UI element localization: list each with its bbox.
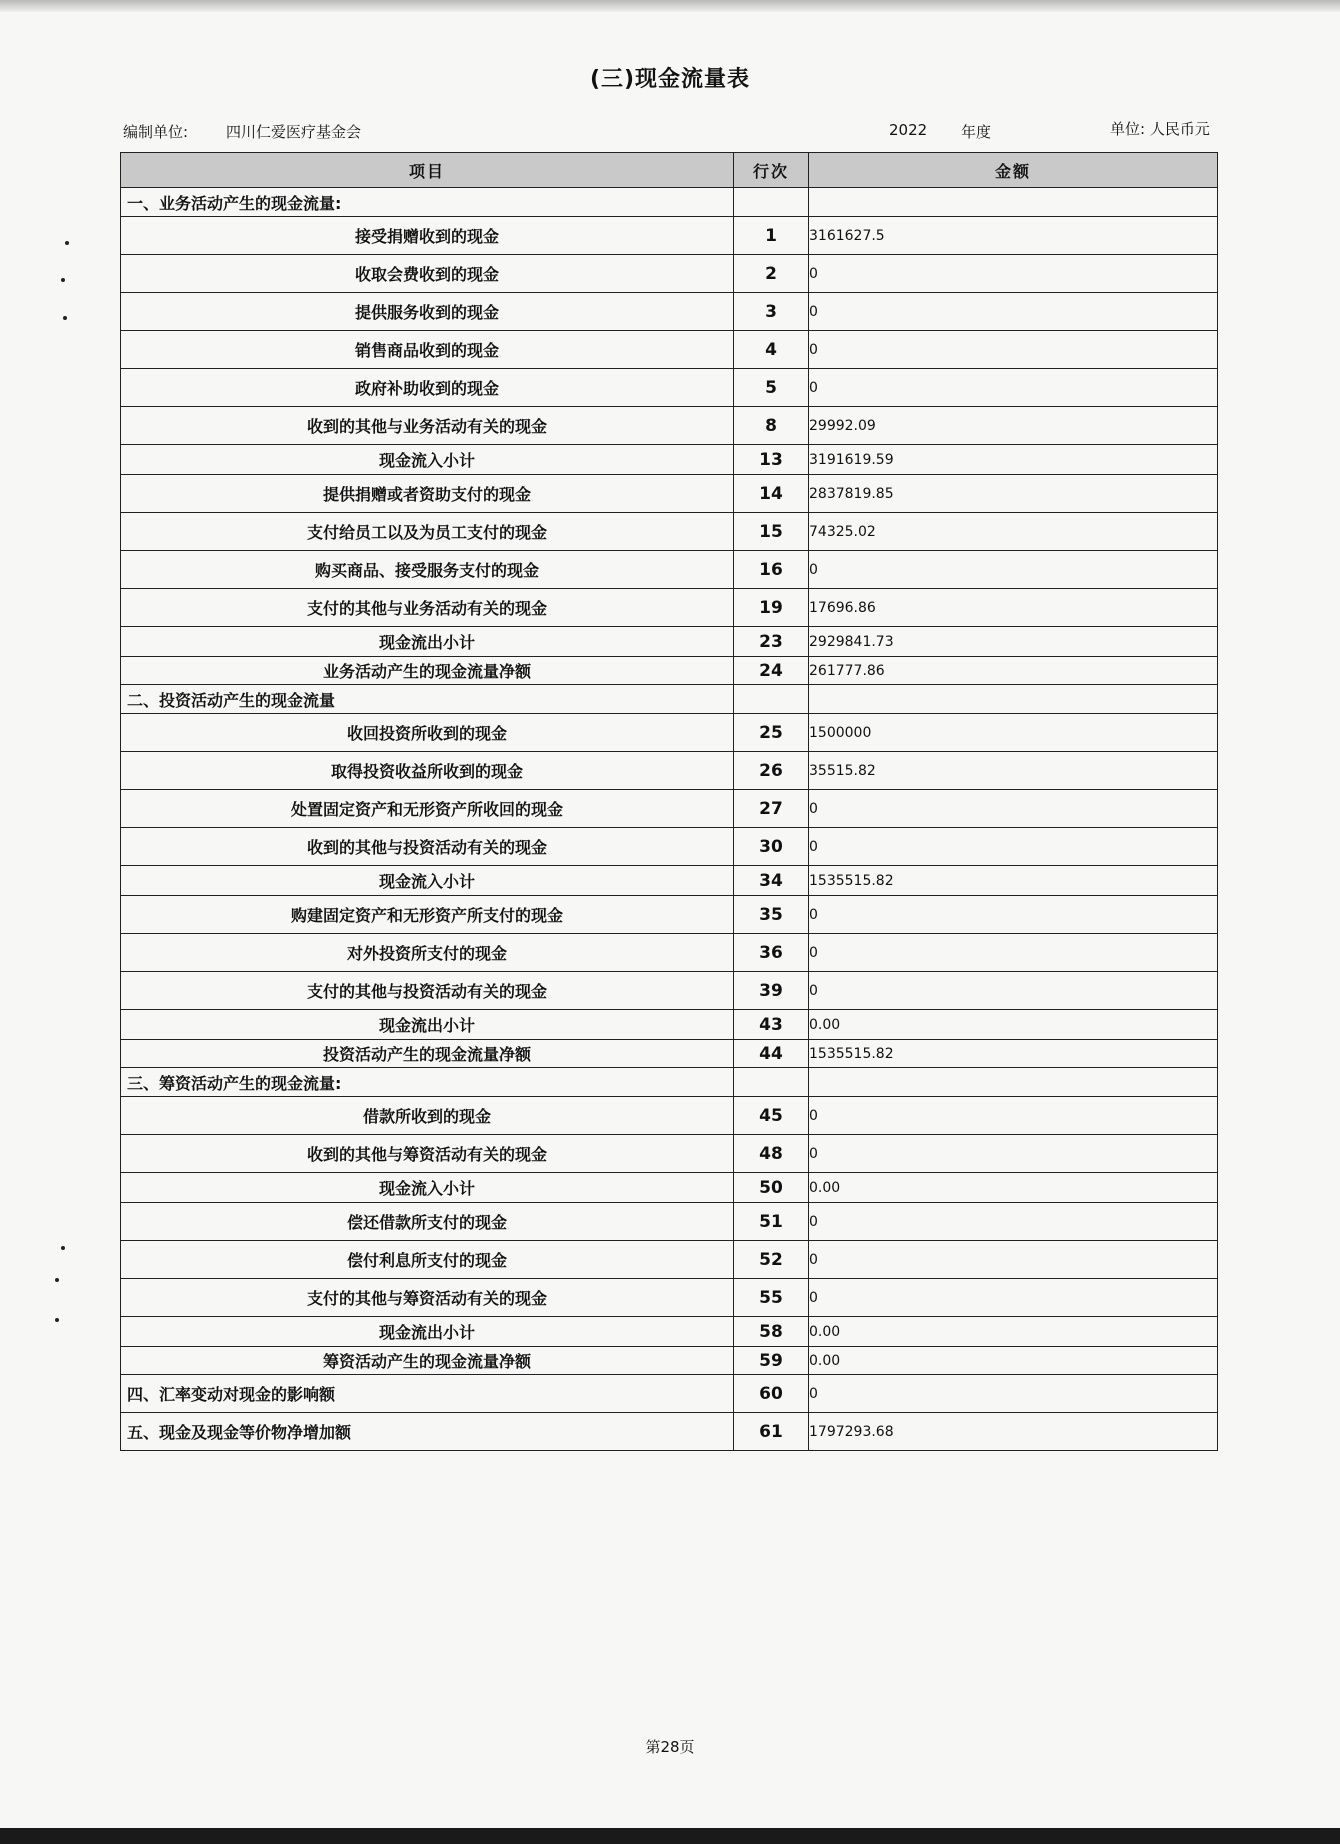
row-item-label: 收到的其他与筹资活动有关的现金 xyxy=(121,1135,734,1173)
row-item-label: 现金流出小计 xyxy=(121,1010,734,1040)
page-number: 第28页 xyxy=(645,1738,695,1756)
row-amount: 0.00 xyxy=(809,1317,1218,1347)
row-line-number: 43 xyxy=(734,1010,809,1040)
section-row xyxy=(121,188,1218,217)
row-item-label: 投资活动产生的现金流量净额 xyxy=(121,1040,734,1068)
row-item-label: 提供捐赠或者资助支付的现金 xyxy=(121,475,734,513)
row-line-number: 3 xyxy=(734,293,809,331)
table-row xyxy=(121,1279,1218,1317)
table-row xyxy=(121,1097,1218,1135)
row-amount xyxy=(809,188,1218,217)
table-row xyxy=(121,828,1218,866)
row-line-number: 48 xyxy=(734,1135,809,1173)
currency-unit: 单位: 人民币元 xyxy=(1110,120,1210,138)
row-item-label: 购买商品、接受服务支付的现金 xyxy=(121,551,734,589)
row-amount: 1535515.82 xyxy=(809,1040,1218,1068)
row-item-label: 三、筹资活动产生的现金流量: xyxy=(121,1068,734,1097)
row-line-number xyxy=(734,685,809,714)
row-amount: 0 xyxy=(809,331,1218,369)
table-row xyxy=(121,866,1218,896)
table-row xyxy=(121,1173,1218,1203)
row-line-number xyxy=(734,188,809,217)
row-item-label: 偿还借款所支付的现金 xyxy=(121,1203,734,1241)
row-item-label: 现金流出小计 xyxy=(121,1317,734,1347)
row-line-number: 51 xyxy=(734,1203,809,1241)
row-item-label: 取得投资收益所收到的现金 xyxy=(121,752,734,790)
row-amount: 0 xyxy=(809,1279,1218,1317)
row-line-number: 5 xyxy=(734,369,809,407)
scan-edge-top xyxy=(0,0,1340,12)
row-amount: 0 xyxy=(809,1135,1218,1173)
row-item-label: 支付的其他与投资活动有关的现金 xyxy=(121,972,734,1010)
row-amount: 0.00 xyxy=(809,1010,1218,1040)
row-amount: 0 xyxy=(809,1241,1218,1279)
row-line-number: 50 xyxy=(734,1173,809,1203)
row-amount: 17696.86 xyxy=(809,589,1218,627)
row-line-number: 36 xyxy=(734,934,809,972)
table-row xyxy=(121,1135,1218,1173)
row-line-number: 34 xyxy=(734,866,809,896)
row-amount: 2929841.73 xyxy=(809,627,1218,657)
row-item-label: 对外投资所支付的现金 xyxy=(121,934,734,972)
row-amount xyxy=(809,685,1218,714)
row-line-number: 35 xyxy=(734,896,809,934)
row-amount: 261777.86 xyxy=(809,657,1218,685)
row-item-label: 业务活动产生的现金流量净额 xyxy=(121,657,734,685)
row-item-label: 接受捐赠收到的现金 xyxy=(121,217,734,255)
row-item-label: 政府补助收到的现金 xyxy=(121,369,734,407)
row-line-number: 23 xyxy=(734,627,809,657)
row-line-number: 52 xyxy=(734,1241,809,1279)
table-row xyxy=(121,627,1218,657)
row-amount: 0 xyxy=(809,828,1218,866)
table-row xyxy=(121,551,1218,589)
row-amount: 0.00 xyxy=(809,1173,1218,1203)
scan-speck xyxy=(55,1278,59,1282)
table-row xyxy=(121,934,1218,972)
table-row xyxy=(121,1241,1218,1279)
table-row xyxy=(121,1347,1218,1375)
row-line-number: 30 xyxy=(734,828,809,866)
row-line-number: 59 xyxy=(734,1347,809,1375)
table-row xyxy=(121,293,1218,331)
row-line-number xyxy=(734,1068,809,1097)
row-item-label: 现金流入小计 xyxy=(121,445,734,475)
row-amount: 3191619.59 xyxy=(809,445,1218,475)
row-amount: 1500000 xyxy=(809,714,1218,752)
row-item-label: 销售商品收到的现金 xyxy=(121,331,734,369)
row-line-number: 44 xyxy=(734,1040,809,1068)
row-item-label: 现金流入小计 xyxy=(121,866,734,896)
row-line-number: 19 xyxy=(734,589,809,627)
table-row xyxy=(121,714,1218,752)
row-item-label: 一、业务活动产生的现金流量: xyxy=(121,188,734,217)
cash-flow-table xyxy=(120,152,1218,1451)
row-item-label: 偿付利息所支付的现金 xyxy=(121,1241,734,1279)
row-line-number: 45 xyxy=(734,1097,809,1135)
table-row xyxy=(121,255,1218,293)
row-amount: 74325.02 xyxy=(809,513,1218,551)
row-item-label: 支付给员工以及为员工支付的现金 xyxy=(121,513,734,551)
table-row xyxy=(121,972,1218,1010)
row-amount: 3161627.5 xyxy=(809,217,1218,255)
table-row xyxy=(121,445,1218,475)
row-amount: 1535515.82 xyxy=(809,866,1218,896)
table-row xyxy=(121,513,1218,551)
row-line-number: 13 xyxy=(734,445,809,475)
row-item-label: 支付的其他与筹资活动有关的现金 xyxy=(121,1279,734,1317)
row-line-number: 16 xyxy=(734,551,809,589)
column-header-amount: 金额 xyxy=(809,153,1218,188)
scan-speck xyxy=(61,1246,65,1250)
table-row xyxy=(121,752,1218,790)
row-amount: 0 xyxy=(809,1375,1218,1413)
row-amount: 35515.82 xyxy=(809,752,1218,790)
row-item-label: 四、汇率变动对现金的影响额 xyxy=(121,1375,734,1413)
row-item-label: 支付的其他与业务活动有关的现金 xyxy=(121,589,734,627)
row-line-number: 26 xyxy=(734,752,809,790)
scan-speck xyxy=(65,241,69,245)
row-line-number: 1 xyxy=(734,217,809,255)
table-row xyxy=(121,1010,1218,1040)
row-line-number: 24 xyxy=(734,657,809,685)
row-item-label: 二、投资活动产生的现金流量 xyxy=(121,685,734,714)
table-row xyxy=(121,1317,1218,1347)
report-year: 2022 xyxy=(889,121,928,139)
row-line-number: 14 xyxy=(734,475,809,513)
section-row xyxy=(121,1375,1218,1413)
page-title: (三)现金流量表 xyxy=(589,67,751,92)
table-row xyxy=(121,217,1218,255)
row-item-label: 处置固定资产和无形资产所收回的现金 xyxy=(121,790,734,828)
row-item-label: 现金流出小计 xyxy=(121,627,734,657)
section-row xyxy=(121,1068,1218,1097)
row-item-label: 现金流入小计 xyxy=(121,1173,734,1203)
row-amount: 0 xyxy=(809,1203,1218,1241)
row-item-label: 提供服务收到的现金 xyxy=(121,293,734,331)
org-label: 编制单位: xyxy=(123,123,189,141)
row-amount: 0 xyxy=(809,1097,1218,1135)
row-item-label: 收取会费收到的现金 xyxy=(121,255,734,293)
table-row xyxy=(121,657,1218,685)
row-line-number: 60 xyxy=(734,1375,809,1413)
row-item-label: 收到的其他与投资活动有关的现金 xyxy=(121,828,734,866)
table-row xyxy=(121,475,1218,513)
row-item-label: 购建固定资产和无形资产所支付的现金 xyxy=(121,896,734,934)
section-row xyxy=(121,1413,1218,1451)
row-line-number: 61 xyxy=(734,1413,809,1451)
row-item-label: 五、现金及现金等价物净增加额 xyxy=(121,1413,734,1451)
row-amount: 2837819.85 xyxy=(809,475,1218,513)
table-row xyxy=(121,790,1218,828)
row-item-label: 筹资活动产生的现金流量净额 xyxy=(121,1347,734,1375)
column-header-line: 行次 xyxy=(734,153,809,188)
section-row xyxy=(121,685,1218,714)
row-line-number: 2 xyxy=(734,255,809,293)
row-amount xyxy=(809,1068,1218,1097)
row-amount: 0 xyxy=(809,255,1218,293)
table-row xyxy=(121,1203,1218,1241)
table-row xyxy=(121,589,1218,627)
org-name: 四川仁爱医疗基金会 xyxy=(226,123,362,141)
row-line-number: 58 xyxy=(734,1317,809,1347)
row-line-number: 39 xyxy=(734,972,809,1010)
row-amount: 0 xyxy=(809,972,1218,1010)
row-amount: 0 xyxy=(809,934,1218,972)
report-year-suffix: 年度 xyxy=(961,123,992,141)
row-amount: 0 xyxy=(809,551,1218,589)
table-row xyxy=(121,1040,1218,1068)
scan-edge-bottom xyxy=(0,1828,1340,1844)
table-row xyxy=(121,896,1218,934)
row-line-number: 15 xyxy=(734,513,809,551)
row-line-number: 4 xyxy=(734,331,809,369)
row-amount: 0 xyxy=(809,790,1218,828)
row-amount: 0 xyxy=(809,293,1218,331)
row-amount: 0.00 xyxy=(809,1347,1218,1375)
row-line-number: 55 xyxy=(734,1279,809,1317)
table-row xyxy=(121,369,1218,407)
row-item-label: 收回投资所收到的现金 xyxy=(121,714,734,752)
column-header-item: 项目 xyxy=(121,153,734,188)
row-amount: 0 xyxy=(809,896,1218,934)
row-line-number: 25 xyxy=(734,714,809,752)
row-line-number: 8 xyxy=(734,407,809,445)
table-row xyxy=(121,407,1218,445)
row-item-label: 收到的其他与业务活动有关的现金 xyxy=(121,407,734,445)
row-item-label: 借款所收到的现金 xyxy=(121,1097,734,1135)
table-header-row xyxy=(121,153,1218,188)
row-line-number: 27 xyxy=(734,790,809,828)
table-body xyxy=(121,188,1218,1451)
row-amount: 29992.09 xyxy=(809,407,1218,445)
scan-speck xyxy=(55,1318,59,1322)
scan-speck xyxy=(61,278,65,282)
row-amount: 0 xyxy=(809,369,1218,407)
scan-speck xyxy=(63,316,67,320)
table-row xyxy=(121,331,1218,369)
row-amount: 1797293.68 xyxy=(809,1413,1218,1451)
